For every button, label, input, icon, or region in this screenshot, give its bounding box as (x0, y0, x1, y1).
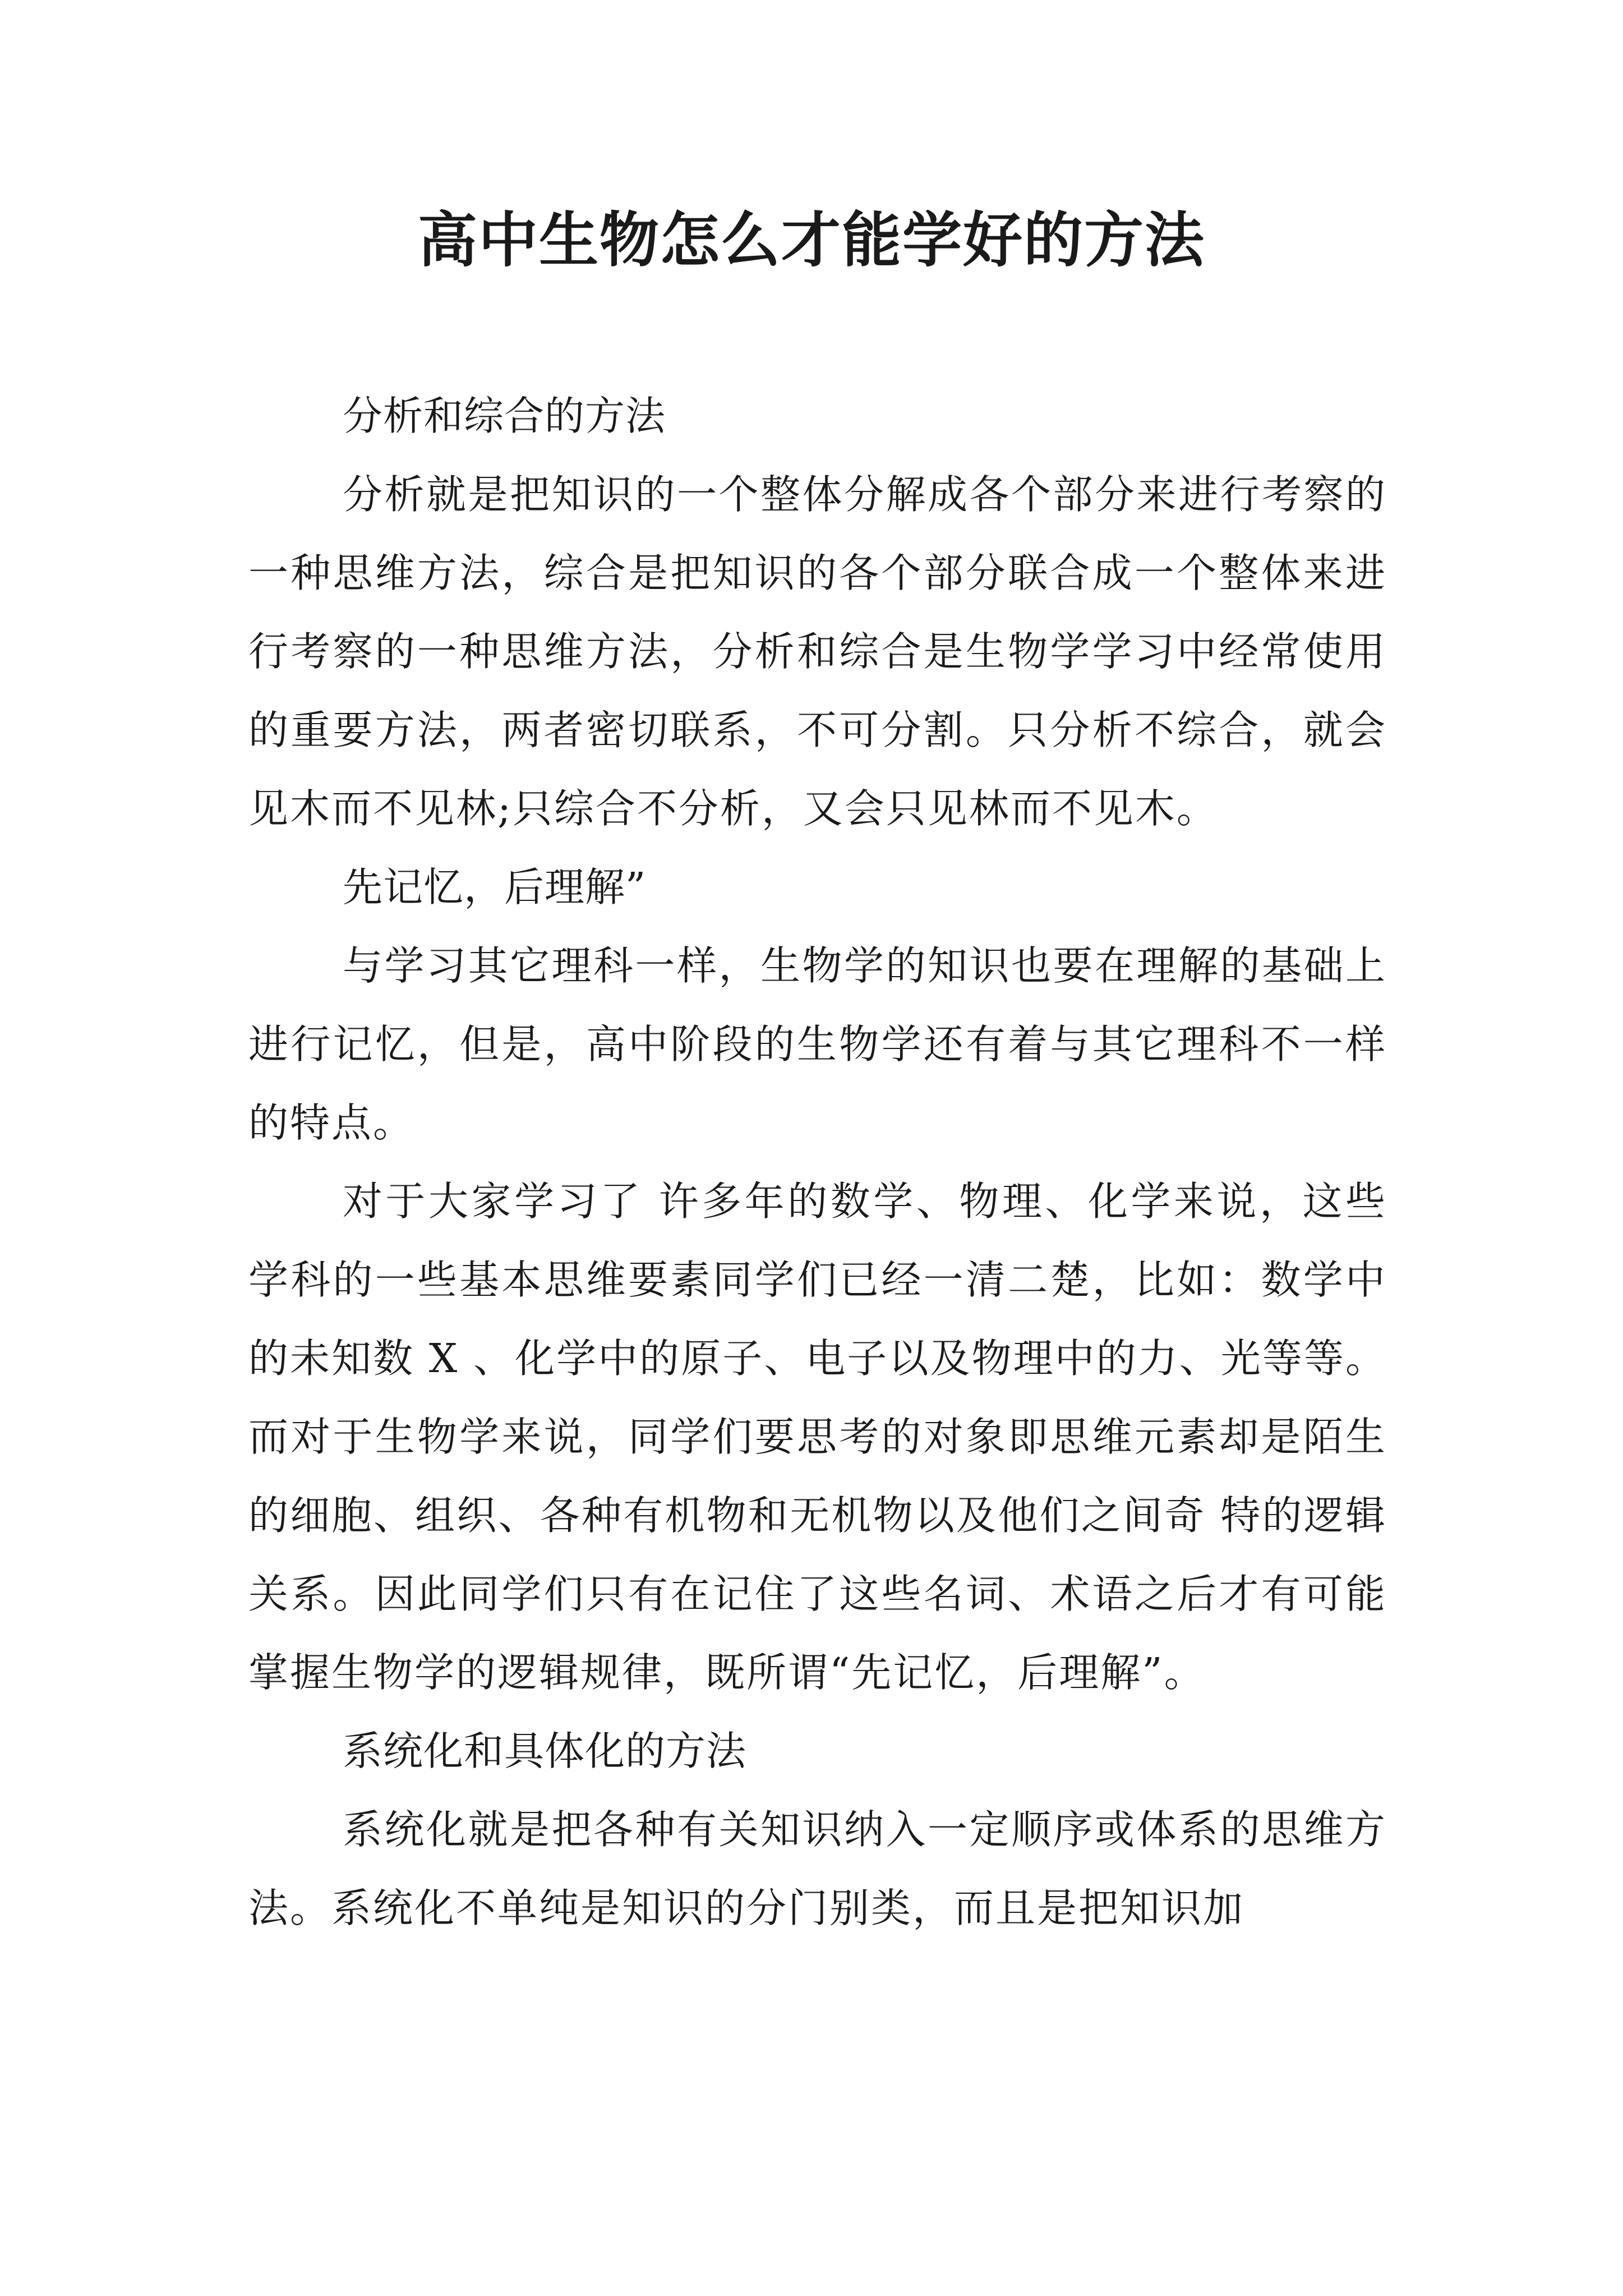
section-heading-memorize-understand: 先记忆，后理解” (343, 864, 647, 910)
document-title: 高中生物怎么才能学好的方法 (418, 205, 1205, 275)
paragraph-memorize-detail: 对于大家学习了 许多年的数学、物理、化学来说，这些学科的一些基本思维要素同学们已经一清二楚，比如：数学中的未知数 X 、化学中的原子、电子以及物理中的力、光等等。而对于生物学来说，同学们要思考的对象即思维元素却是陌生的细胞、组织、各种有机物和无机物以及他们之间奇 特的逻辑关系。因此同学们只有在记住了这些名词、术语之后才有可能掌握生物学的逻辑规律，既所谓“先记忆，后理解”。 (248, 1178, 1387, 1696)
section-heading-analysis-synthesis: 分析和综合的方法 (343, 393, 666, 439)
document-body (248, 377, 1387, 1948)
paragraph-analysis-synthesis: 分析就是把知识的一个整体分解成各个部分来进行考察的一种思维方法，综合是把知识的各个部分联合成一个整体来进行考察的一种思维方法，分析和综合是生物学学习中经常使用的重要方法，两者密切联系，不可分割。只分析不综合，就会见木而不见林;只综合不分析，又会只见林而不见木。 (248, 471, 1387, 832)
paragraph-systematize: 系统化就是把各种有关知识纳入一定顺序或体系的思维方法。系统化不单纯是知识的分门别类，而且是把知识加 (248, 1806, 1387, 1931)
paragraph-memorize-intro: 与学习其它理科一样，生物学的知识也要在理解的基础上进行记忆，但是，高中阶段的生物学还有着与其它理科不一样的特点。 (248, 942, 1387, 1146)
section-heading-systematize-concretize: 系统化和具体化的方法 (343, 1728, 747, 1774)
